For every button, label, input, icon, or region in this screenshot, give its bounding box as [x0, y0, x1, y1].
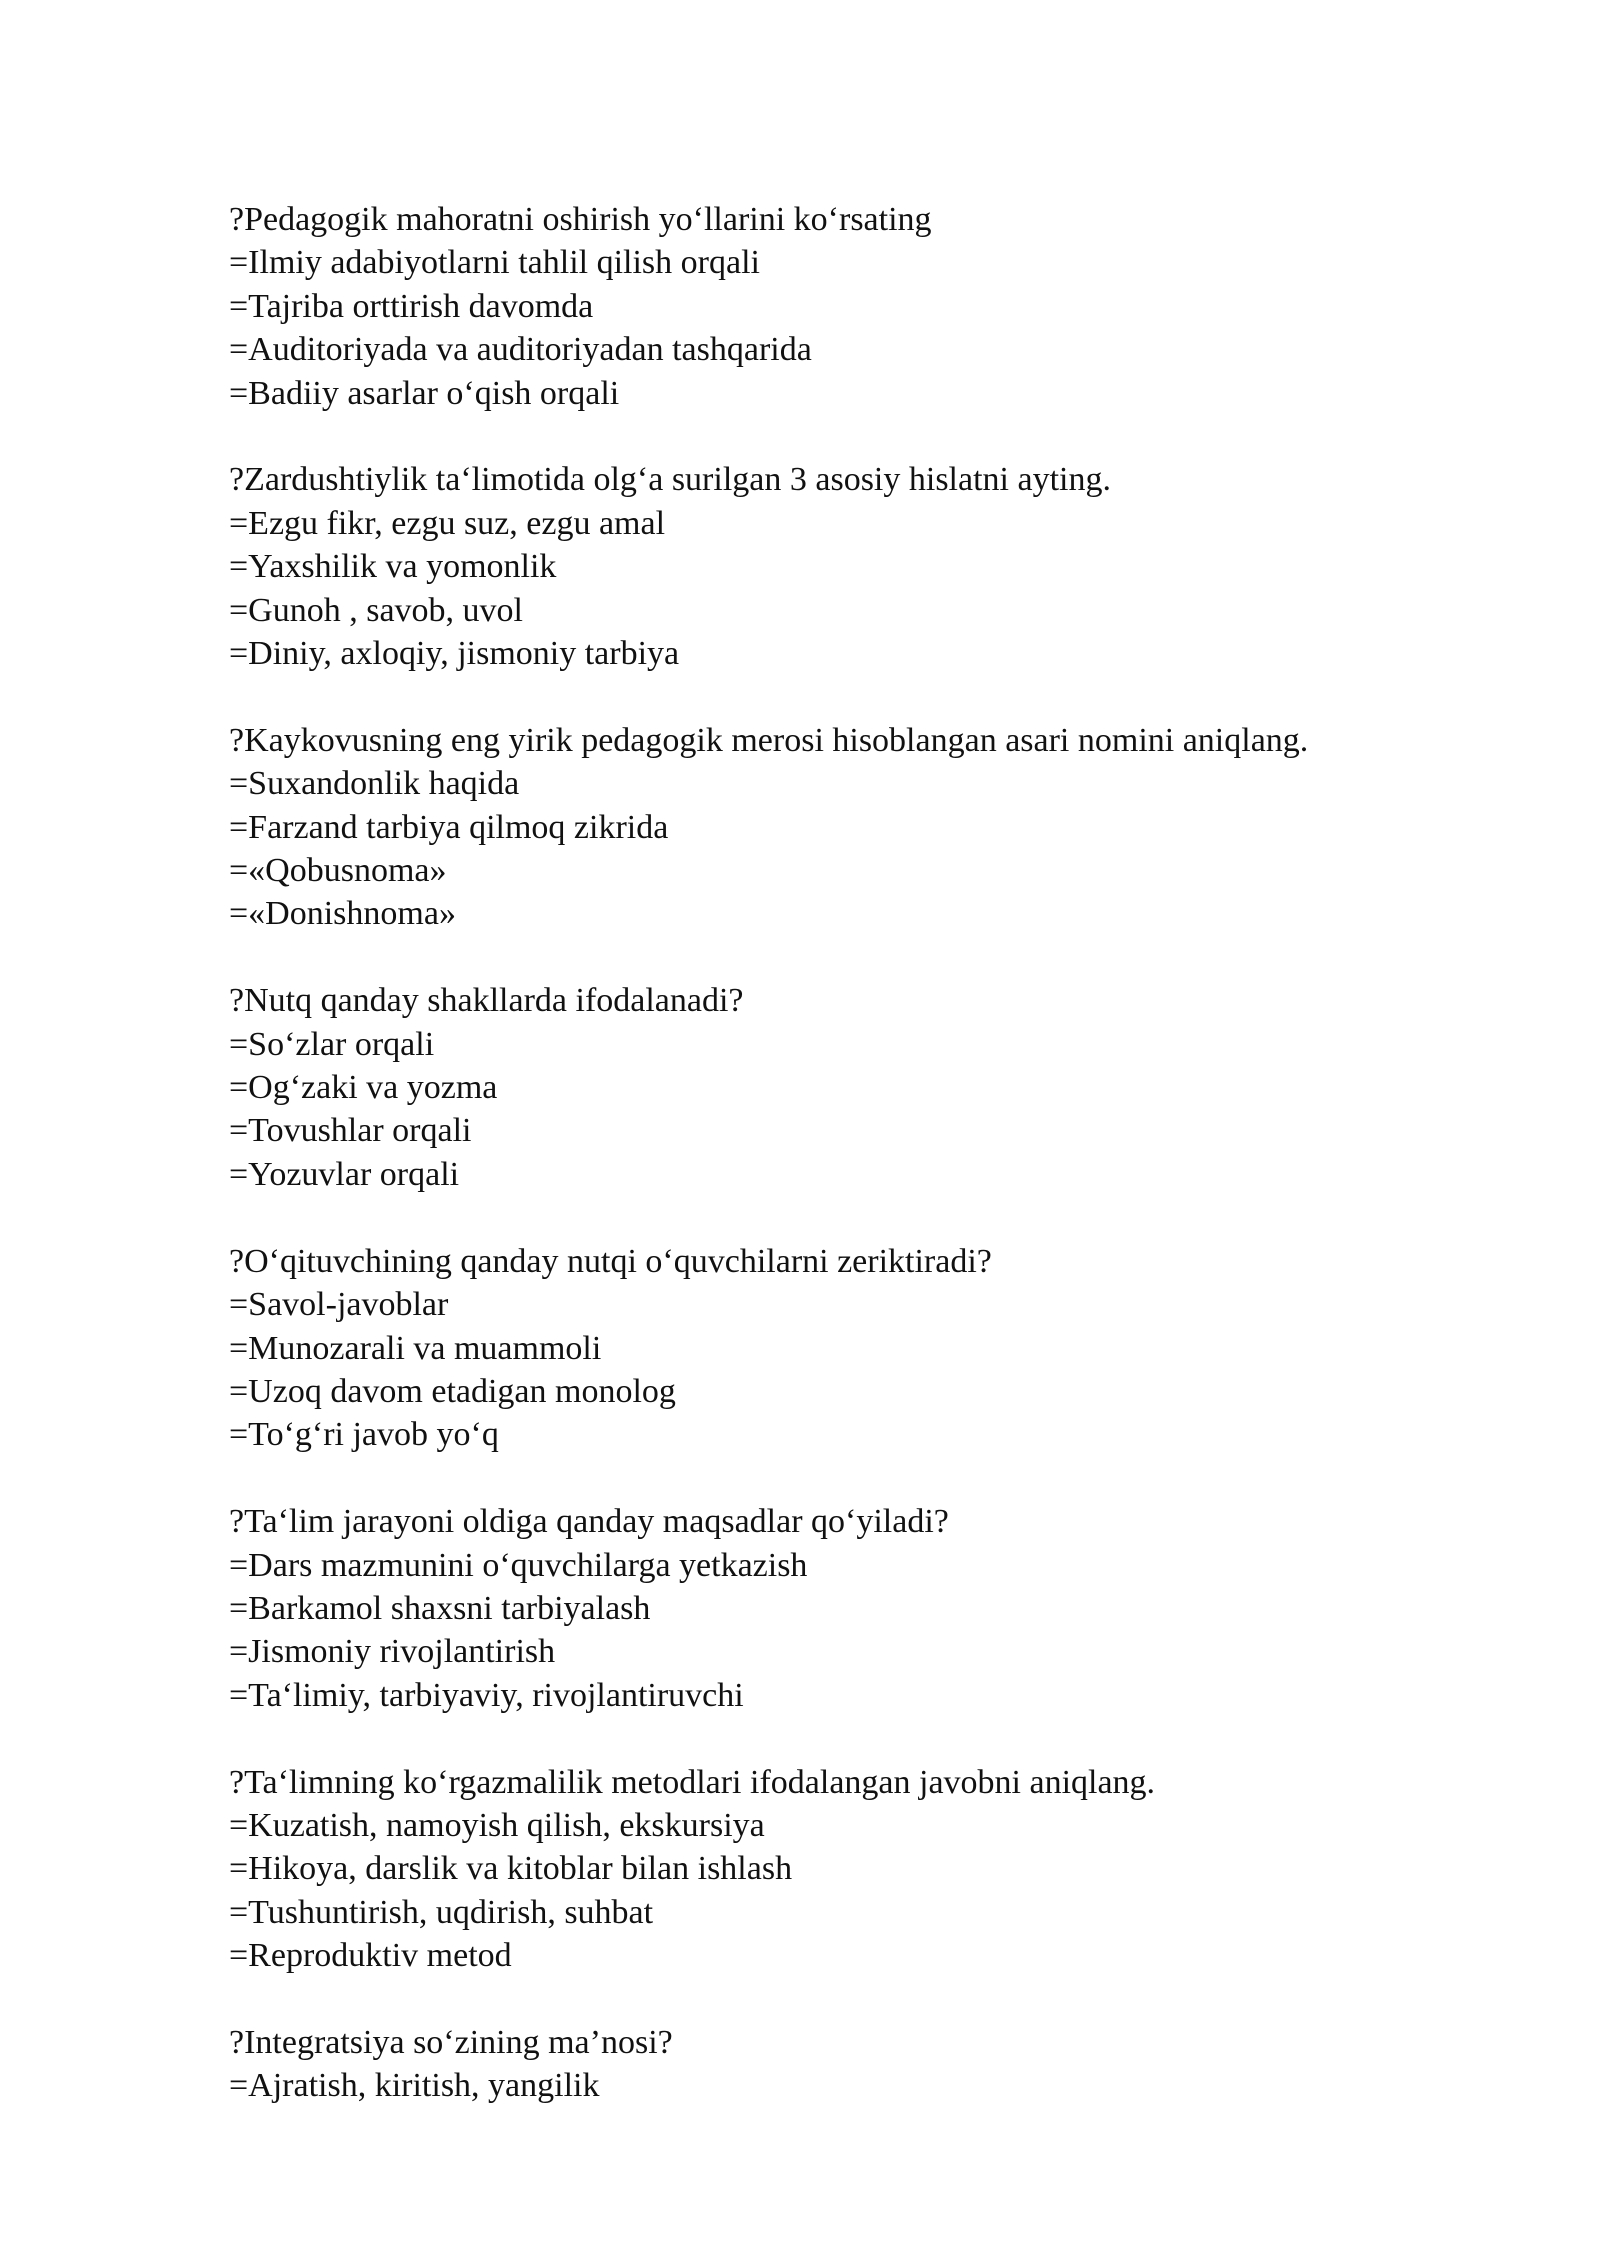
question-block	[229, 1761, 1479, 1978]
answer-option: =«Qobusnoma»	[229, 852, 447, 890]
question-text: ?Zardushtiylik ta‘limotida olg‘a surilgan 3 asosiy hislatni ayting.	[229, 461, 1111, 499]
answer-option: =Dars mazmunini o‘quvchilarga yetkazish	[229, 1546, 808, 1584]
answer-option: =Jismoniy rivojlantirish	[229, 1633, 556, 1671]
answer-option: =Kuzatish, namoyish qilish, ekskursiya	[229, 1806, 765, 1844]
answer-option: =Uzoq davom etadigan monolog	[229, 1372, 676, 1410]
answer-option: =Ezgu fikr, ezgu suz, ezgu amal	[229, 504, 666, 542]
answer-option: =Munozarali va muammoli	[229, 1329, 602, 1367]
question-text: ?Ta‘lim jarayoni oldiga qanday maqsadlar qo‘yiladi?	[229, 1503, 949, 1541]
answer-option: =Auditoriyada va auditoriyadan tashqarida	[229, 331, 812, 369]
answer-option: =Diniy, axloqiy, jismoniy tarbiya	[229, 635, 680, 673]
answer-option: =Ta‘limiy, tarbiyaviy, rivojlantiruvchi	[229, 1676, 744, 1714]
question-text: ?O‘qituvchining qanday nutqi o‘quvchilarni zeriktiradi?	[229, 1242, 992, 1280]
answer-option: =Yaxshilik va yomonlik	[229, 548, 557, 586]
answer-option: =Reproduktiv metod	[229, 1937, 512, 1975]
answer-option: =Barkamol shaxsni tarbiyalash	[229, 1589, 651, 1627]
answer-option: =Tushuntirish, uqdirish, suhbat	[229, 1893, 654, 1931]
question-text: ?Kaykovusning eng yirik pedagogik merosi hisoblangan asari nomini aniqlang.	[229, 721, 1309, 759]
answer-option: =Tovushlar orqali	[229, 1112, 472, 1150]
answer-option: =Savol-javoblar	[229, 1286, 449, 1324]
question-block	[229, 2021, 1479, 2108]
question-text: ?Nutq qanday shakllarda ifodalanadi?	[229, 982, 744, 1020]
question-block	[229, 1500, 1479, 1717]
answer-option: =«Donishnoma»	[229, 895, 456, 933]
question-block	[229, 458, 1479, 675]
answer-option: =Yozuvlar orqali	[229, 1155, 460, 1193]
question-text: ?Integratsiya so‘zining ma’nosi?	[229, 2023, 673, 2061]
question-block	[229, 198, 1479, 415]
question-list	[229, 198, 1479, 2151]
answer-option: =Ilmiy adabiyotlarni tahlil qilish orqali	[229, 244, 760, 282]
answer-option: =So‘zlar orqali	[229, 1025, 435, 1063]
answer-option: =To‘g‘ri javob yo‘q	[229, 1416, 499, 1454]
question-text: ?Pedagogik mahoratni oshirish yo‘llarini ko‘rsating	[229, 201, 932, 238]
answer-option: =Farzand tarbiya qilmoq zikrida	[229, 808, 669, 846]
answer-option: =Gunoh , savob, uvol	[229, 591, 523, 629]
answer-option: =Hikoya, darslik va kitoblar bilan ishlash	[229, 1850, 793, 1888]
answer-option: =Ajratish, kiritish, yangilik	[229, 2067, 600, 2105]
question-block	[229, 719, 1479, 936]
answer-option: =Og‘zaki va yozma	[229, 1069, 498, 1107]
question-text: ?Ta‘limning ko‘rgazmalilik metodlari ifodalangan javobni aniqlang.	[229, 1763, 1156, 1801]
question-block	[229, 979, 1479, 1196]
answer-option: =Suxandonlik haqida	[229, 765, 520, 803]
answer-option: =Tajriba orttirish davomda	[229, 287, 594, 325]
answer-option: =Badiiy asarlar o‘qish orqali	[229, 374, 620, 412]
question-block	[229, 1240, 1479, 1457]
